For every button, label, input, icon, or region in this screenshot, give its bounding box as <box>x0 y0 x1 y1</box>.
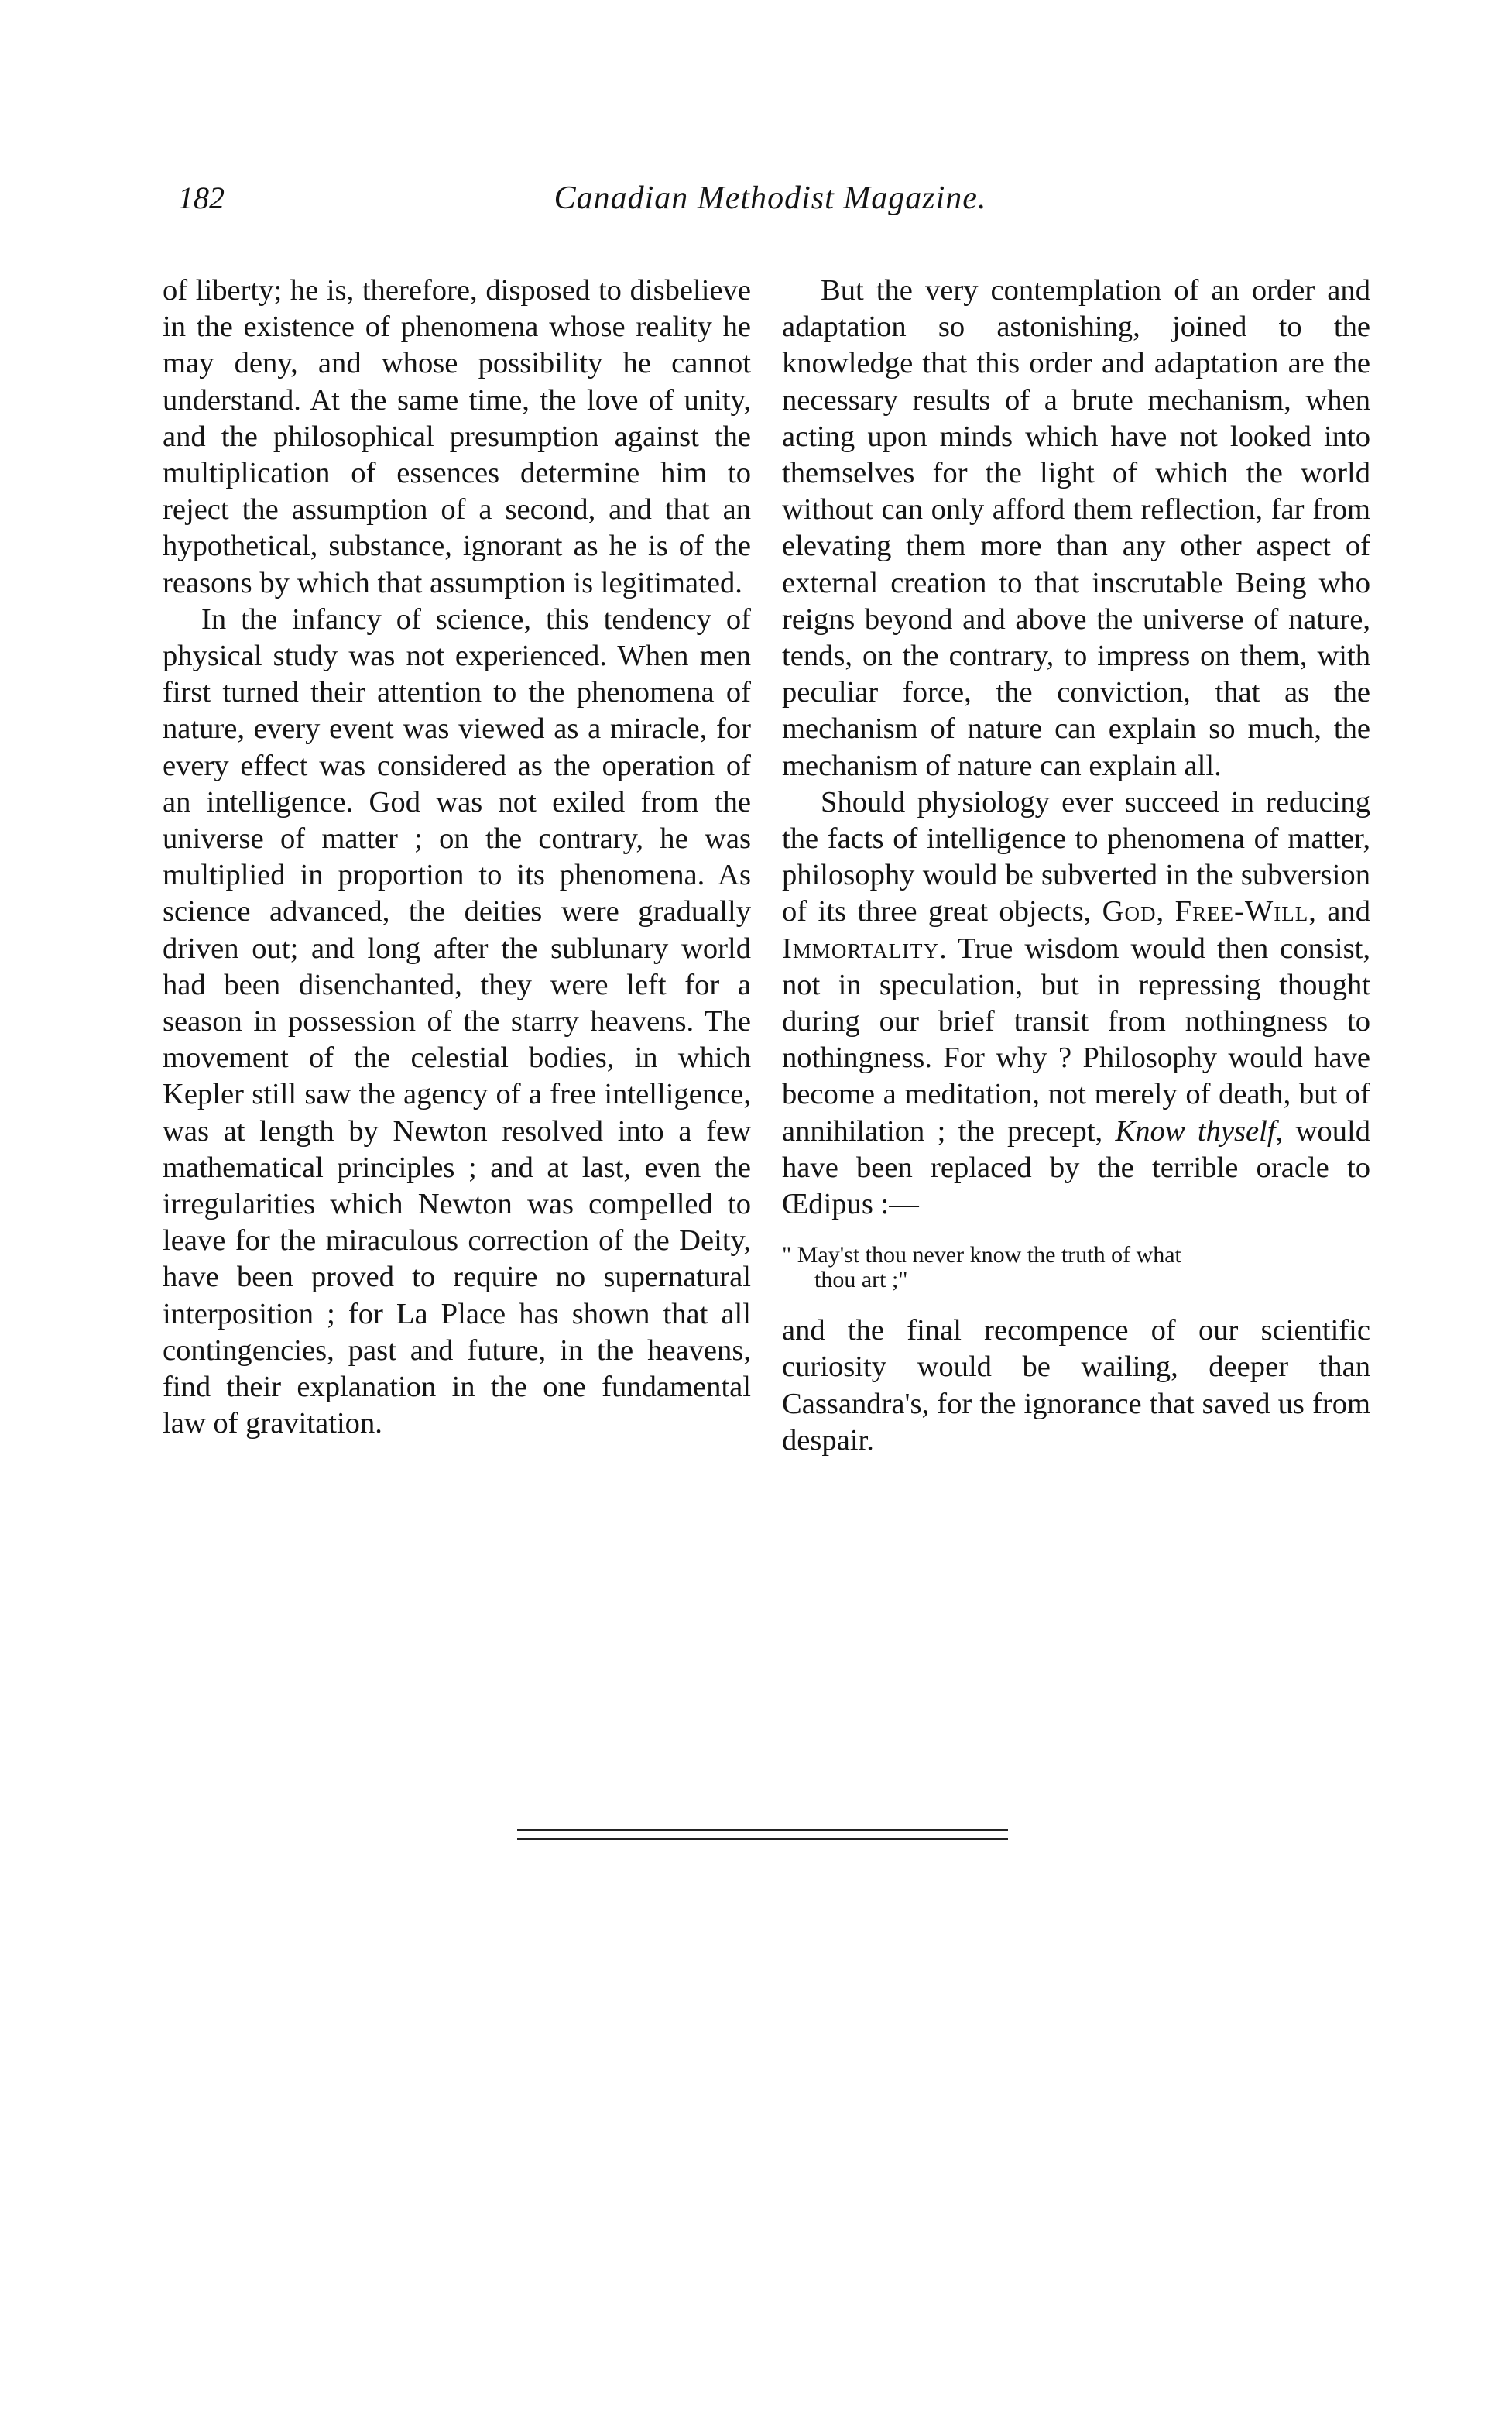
divider-rule <box>517 1838 1008 1840</box>
page-number: 182 <box>178 180 225 215</box>
paragraph: In the infancy of science, this tendency of physical study was not experienced. When men first turned their attention to the phenomena of nature, every event was viewed as a miracle, for every effect was considered as the operation of an intelligence. God was not exiled from the universe of matter ; on the contrary, he was multiplied in proportion to its phenomena. As science advanced, the deities were gradually driven out; and long after the sublunary world had been disenchanted, they were left for a season in possession of the starry heavens. The movement of the celestial bodies, in which Kepler still saw the agency of a free intelligence, was at length by Newton resolved into a few mathematical principles ; and at last, even the irregularities which Newton was compelled to leave for the miraculous correction of the Deity, have been proved to require no supernatural interposition ; for La Place has shown that all contingencies, past and future, in the heavens, find their explanation in the one fundamental law of gravitation. <box>163 602 751 1440</box>
text-run: , and <box>1308 895 1370 928</box>
italic-phrase: Know thyself <box>1115 1114 1276 1148</box>
section-divider <box>517 1829 1008 1840</box>
quote-line: thou art ;" <box>814 1267 908 1293</box>
paragraph: But the very contemplation of an order and adaptation so astonishing, joined to the knowledge that this order and adaptation are the necessary results of a brute mechanism, when acting upon minds which have not looked into themselves for the light of which the world without can only afford them reflection, far from elevating them more than any other aspect of external creation to that inscrutable Being who reigns beyond and above the universe of nature, tends, on the contrary, to impress on them, with peculiar force, the conviction, that as the mechanism of nature can explain so much, the mechanism of nature can explain all. <box>782 274 1370 782</box>
running-title: Canadian Methodist Magazine. <box>554 180 987 216</box>
small-caps-word: God <box>1102 895 1157 928</box>
paragraph: of liberty; he is, therefore, disposed to disbelieve in the existence of phenomena whose reality he may deny, and whose possibility he cannot understand. At the same time, the love of unity, and the philosophical presumption against the multiplication of essences determine him to reject the assumption of a second, and that an hypothetical, substance, ignorant as he is of the reasons by which that assumption is legitimated. <box>163 274 751 599</box>
paragraph: and the final recompence of our scientific curiosity would be wailing, deeper than Cassandra's, for the ignorance that saved us from despair. <box>782 1314 1370 1457</box>
small-caps-word: Free-Will <box>1174 895 1309 928</box>
small-caps-word: Immortality <box>782 932 940 965</box>
page-header <box>178 180 1363 226</box>
right-column <box>782 273 1370 1459</box>
text-run: , would have been replaced by the terrible oracle to Œdipus :— <box>782 1114 1370 1221</box>
block-quote <box>782 1243 1370 1292</box>
text-run: , <box>1156 895 1164 928</box>
left-column <box>163 273 751 1443</box>
quote-line: " May'st thou never know the truth of what <box>782 1242 1181 1268</box>
paragraph <box>782 784 1370 1223</box>
text-run: . True wisdom would then consist, not in speculation, but in repressing thought during our brief transit from nothingness to nothingness. For why ? Philosophy would have become a meditation, not merely of death, but of annihilation ; the precept, <box>782 932 1370 1148</box>
text-run: Should physiology ever succeed in reducing the facts of intelligence to phenomena of matter, philosophy would be subverted in the subversion of its three great objects, <box>782 785 1370 928</box>
divider-rule <box>517 1829 1008 1831</box>
